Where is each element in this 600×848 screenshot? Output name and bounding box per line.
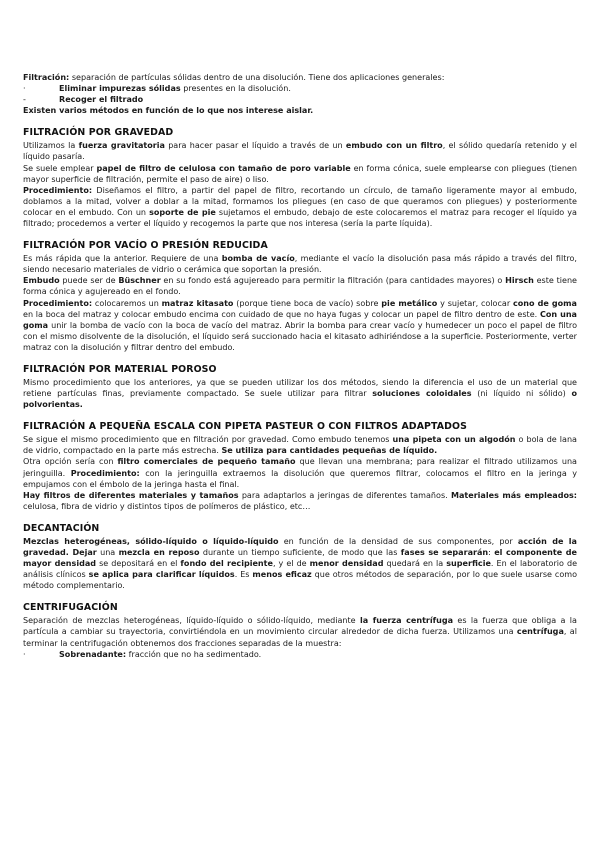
section-title-poroso: FILTRACIÓN POR MATERIAL POROSO xyxy=(23,363,217,375)
section-title-pipeta: FILTRACIÓN A PEQUEÑA ESCALA CON PIPETA PASTEUR O CON FILTROS ADAPTADOS xyxy=(23,421,467,433)
section-title-gravedad: FILTRACIÓN POR GRAVEDAD xyxy=(23,127,174,139)
vacio-procedure: Procedimiento: colocaremos un matraz kitasato (porque tiene boca de vacío) sobre pie metálico y sujetar, colocar cono de goma en la boca del matraz y colocar embudo encima con cuidado de que no haya fugas y colocar un papel de filtro dentro de este. Con una goma unir la bomba de vacío con la boca de vacío del matraz. Abrir la bomba para crear vacío y humedecer un poco el papel de filtro con el mismo disolvente de la disolución, el líquido será succionado hacia el kitasato adhiriéndose a la superficie. Posteriormente, verter matraz con la disolución y filtrar dentro del embudo. xyxy=(23,298,577,352)
vacio-paragraph-2: Embudo puede ser de Büschner en su fondo está agujereado para permitir la filtración (para cantidades mayores) o Hirsch este tiene forma cónica y agujereado en el fondo. xyxy=(23,276,577,297)
section-title-vacio: FILTRACIÓN POR VACÍO O PRESIÓN REDUCIDA xyxy=(23,240,268,252)
decantacion-paragraph-1: Mezclas heterogéneas, sólido-líquido o líquido-líquido en función de la densidad de sus componentes, por acción de la gravedad. Dejar una mezcla en reposo durante un tiempo suficiente, de modo que las fases se separarán: el componente de mayor densidad se depositará en el fondo del recipiente, y el de menor densidad quedará en la superficie. En el laboratorio de análisis clínicos se aplica para clarificar líquidos. Es menos eficaz que otros métodos de separación, por lo que suele usarse como método complementario. xyxy=(23,536,578,591)
section-title-decantacion: DECANTACIÓN xyxy=(23,522,100,534)
intro-definition: Filtración: separación de partículas sólidas dentro de una disolución. Tiene dos aplicaciones generales: xyxy=(23,73,445,82)
gravedad-paragraph-2: Se suele emplear papel de filtro de celulosa con tamaño de poro variable en forma cónica, suele emplearse con pliegues (tienen mayor superficie de filtración, permite el paso de aire) o liso. xyxy=(23,163,577,184)
section-title-centrifugacion: CENTRIFUGACIÓN xyxy=(23,602,118,614)
vacio-paragraph-1: Es más rápida que la anterior. Requiere de una bomba de vacío, mediante el vacío la disolución pasa más rápido a través del filtro, siendo necesario materiales de vidrio o cerámica que soportan la presión. xyxy=(23,254,577,275)
poroso-paragraph-1: Mismo procedimiento que los anteriores, ya que se pueden utilizar los dos métodos, siendo la diferencia el uso de un material que retiene partículas finas, previamente compactado. Se suele utilizar para filtrar soluciones coloidales (ni líquido ni sólido) o polvorientas. xyxy=(23,377,577,410)
gravedad-paragraph-1: Utilizamos la fuerza gravitatoria para hacer pasar el líquido a través de un embudo con un filtro, el sólido quedaría retenido y el líquido pasaría. xyxy=(23,141,577,162)
intro-bullet-1: · Eliminar impurezas sólidas presentes en la disolución. xyxy=(23,84,291,94)
pipeta-paragraph-1: Se sigue el mismo procedimiento que en filtración por gravedad. Como embudo tenemos una pipeta con un algodón o bola de lana de vidrio, compactado en la parte más estrecha. Se utiliza para cantidades pequeñas de líquido. xyxy=(23,435,577,456)
pipeta-paragraph-3: Hay filtros de diferentes materiales y tamaños para adaptarlos a jeringas de diferentes tamaños. Materiales más empleados: celulosa, fibra de vidrio y distintos tipos de polímeros de plástico, etc… xyxy=(23,490,578,511)
centrifugacion-paragraph-1: Separación de mezclas heterogéneas, líquido-líquido o sólido-líquido, mediante la fuerza centrífuga es la fuerza que obliga a la partícula a cambiar su trayectoria, convirtiéndola en un movimiento circular alrededor de dicha fuerza. Utilizamos una centrífuga, al terminar la centrifugación obtenemos dos fracciones separadas de la muestra: xyxy=(23,616,577,648)
centrifugacion-bullet-1: · Sobrenadante: fracción que no ha sedimentado. xyxy=(23,649,262,659)
intro-closing: Existen varios métodos en función de lo que nos interese aislar. xyxy=(23,106,314,116)
intro-bullet-2: - Recoger el filtrado xyxy=(23,95,144,105)
gravedad-procedure: Procedimiento: Diseñamos el filtro, a partir del papel de filtro, recortando un círculo, de tamaño ligeramente mayor al embudo, doblamos a la mitad, volver a doblar a la mitad, formamos los pliegues (en caso de que queramos con pliegues) y posteriormente colocar en el embudo. Con un soporte de pie sujetamos el embudo, debajo de este colocaremos el matraz para recoger el líquido ya filtrado; procedemos a verter el líquido y recogemos la parte que nos interesa (sería la parte líquida). xyxy=(23,185,577,229)
pipeta-paragraph-2: Otra opción sería con filtro comerciales de pequeño tamaño que llevan una membrana; para realizar el filtrado utilizamos una jeringuilla. Procedimiento: con la jeringuilla extraemos la disolución que queremos filtrar, colocamos el filtro en la jeringa y empujamos con el émbolo de la jeringa hasta el final. xyxy=(23,457,577,489)
